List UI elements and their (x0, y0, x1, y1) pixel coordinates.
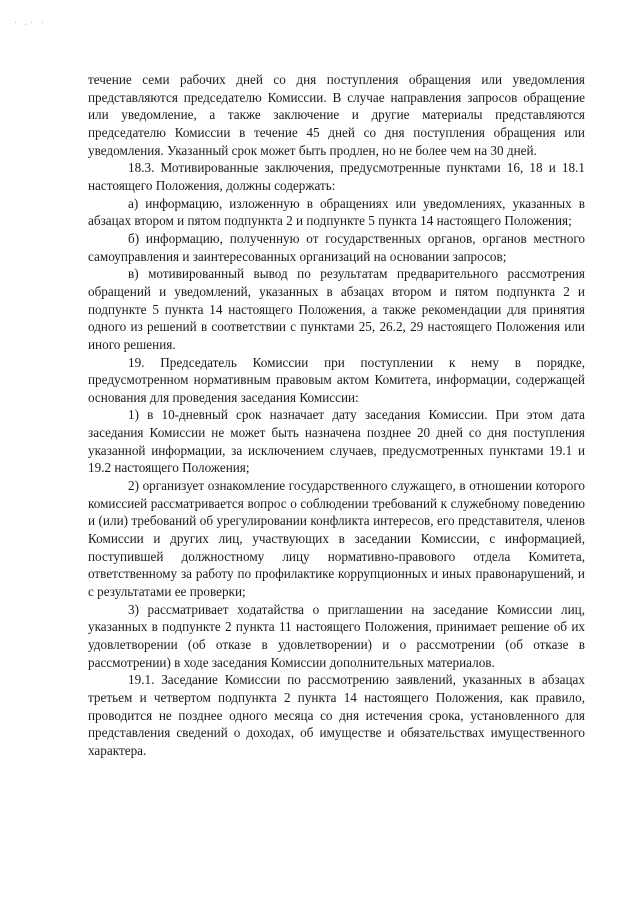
paragraph-continuation: течение семи рабочих дней со дня поступления обращения или уведомления представляются председателю Комиссии. В случае направления запросов обращение или уведомление, а также заключение и другие материалы представляются председателю Комиссии в течение 45 дней со дня поступления обращения или уведомления. Указанный срок может быть продлен, но не более чем на 30 дней. (88, 72, 585, 158)
document-text-body (88, 71, 585, 760)
paragraph-18-3-v: в) мотивированный вывод по результатам предварительного рассмотрения обращений и уведомлений, указанных в абзацах втором и пятом подпункта 2 и подпункте 5 пункта 14 настоящего Положения, а также рекомендации для принятия одного из решений в соответствии с пунктами 25, 26.2, 29 настоящего Положения или иного решения. (88, 266, 585, 352)
paragraph-19-item-1: 1) в 10-дневный срок назначает дату заседания Комиссии. При этом дата заседания Комиссии не может быть назначена позднее 20 дней со дня поступления указанной информации, за исключением случаев, предусмотренных пунктами 19.1 и 19.2 настоящего Положения; (88, 407, 585, 476)
paragraph-19-1: 19.1. Заседание Комиссии по рассмотрению заявлений, указанных в абзацах третьем и четвертом подпункта 2 пункта 14 настоящего Положения, как правило, проводится не позднее одного месяца со дня истечения срока, установленного для представления сведений о доходах, об имуществе и обязательствах имущественного характера. (88, 672, 585, 758)
paragraph-18-3-b: б) информацию, полученную от государственных органов, органов местного самоуправления и заинтересованных организаций на основании запросов; (88, 230, 585, 264)
paragraph-19: 19. Председатель Комиссии при поступлении к нему в порядке, предусмотренном нормативным правовым актом Комитета, информации, содержащей основания для проведения заседания Комиссии: (88, 354, 585, 405)
paragraph-19-item-2: 2) организует ознакомление государственного служащего, в отношении которого комиссией рассматривается вопрос о соблюдении требований к служебному поведению и (или) требований об урегулировании конфликта интересов, его представителя, членов Комиссии и других лиц, участвующих в заседании Комиссии, с информацией, поступившей должностному лицу нормативно-правового отдела Комитета, ответственному за работу по профилактике коррупционных и иных правонарушений, и с результатами ее проверки; (88, 478, 585, 600)
paragraph-19-item-3: 3) рассматривает ходатайства о приглашении на заседание Комиссии лиц, указанных в подпункте 2 пункта 11 настоящего Положения, принимает решение об их удовлетворении (об отказе в удовлетворении) и о рассмотрении (об отказе в рассмотрении) в ходе заседания Комиссии дополнительных материалов. (88, 601, 585, 670)
paragraph-18-3-a: а) информацию, изложенную в обращениях или уведомлениях, указанных в абзацах втором и пятом подпункта 2 и подпункте 5 пункта 14 настоящего Положения; (88, 195, 585, 229)
scan-artifact-mark: · .· · (14, 18, 47, 27)
paragraph-18-3: 18.3. Мотивированные заключения, предусмотренные пунктами 16, 18 и 18.1 настоящего Положения, должны содержать: (88, 160, 585, 193)
